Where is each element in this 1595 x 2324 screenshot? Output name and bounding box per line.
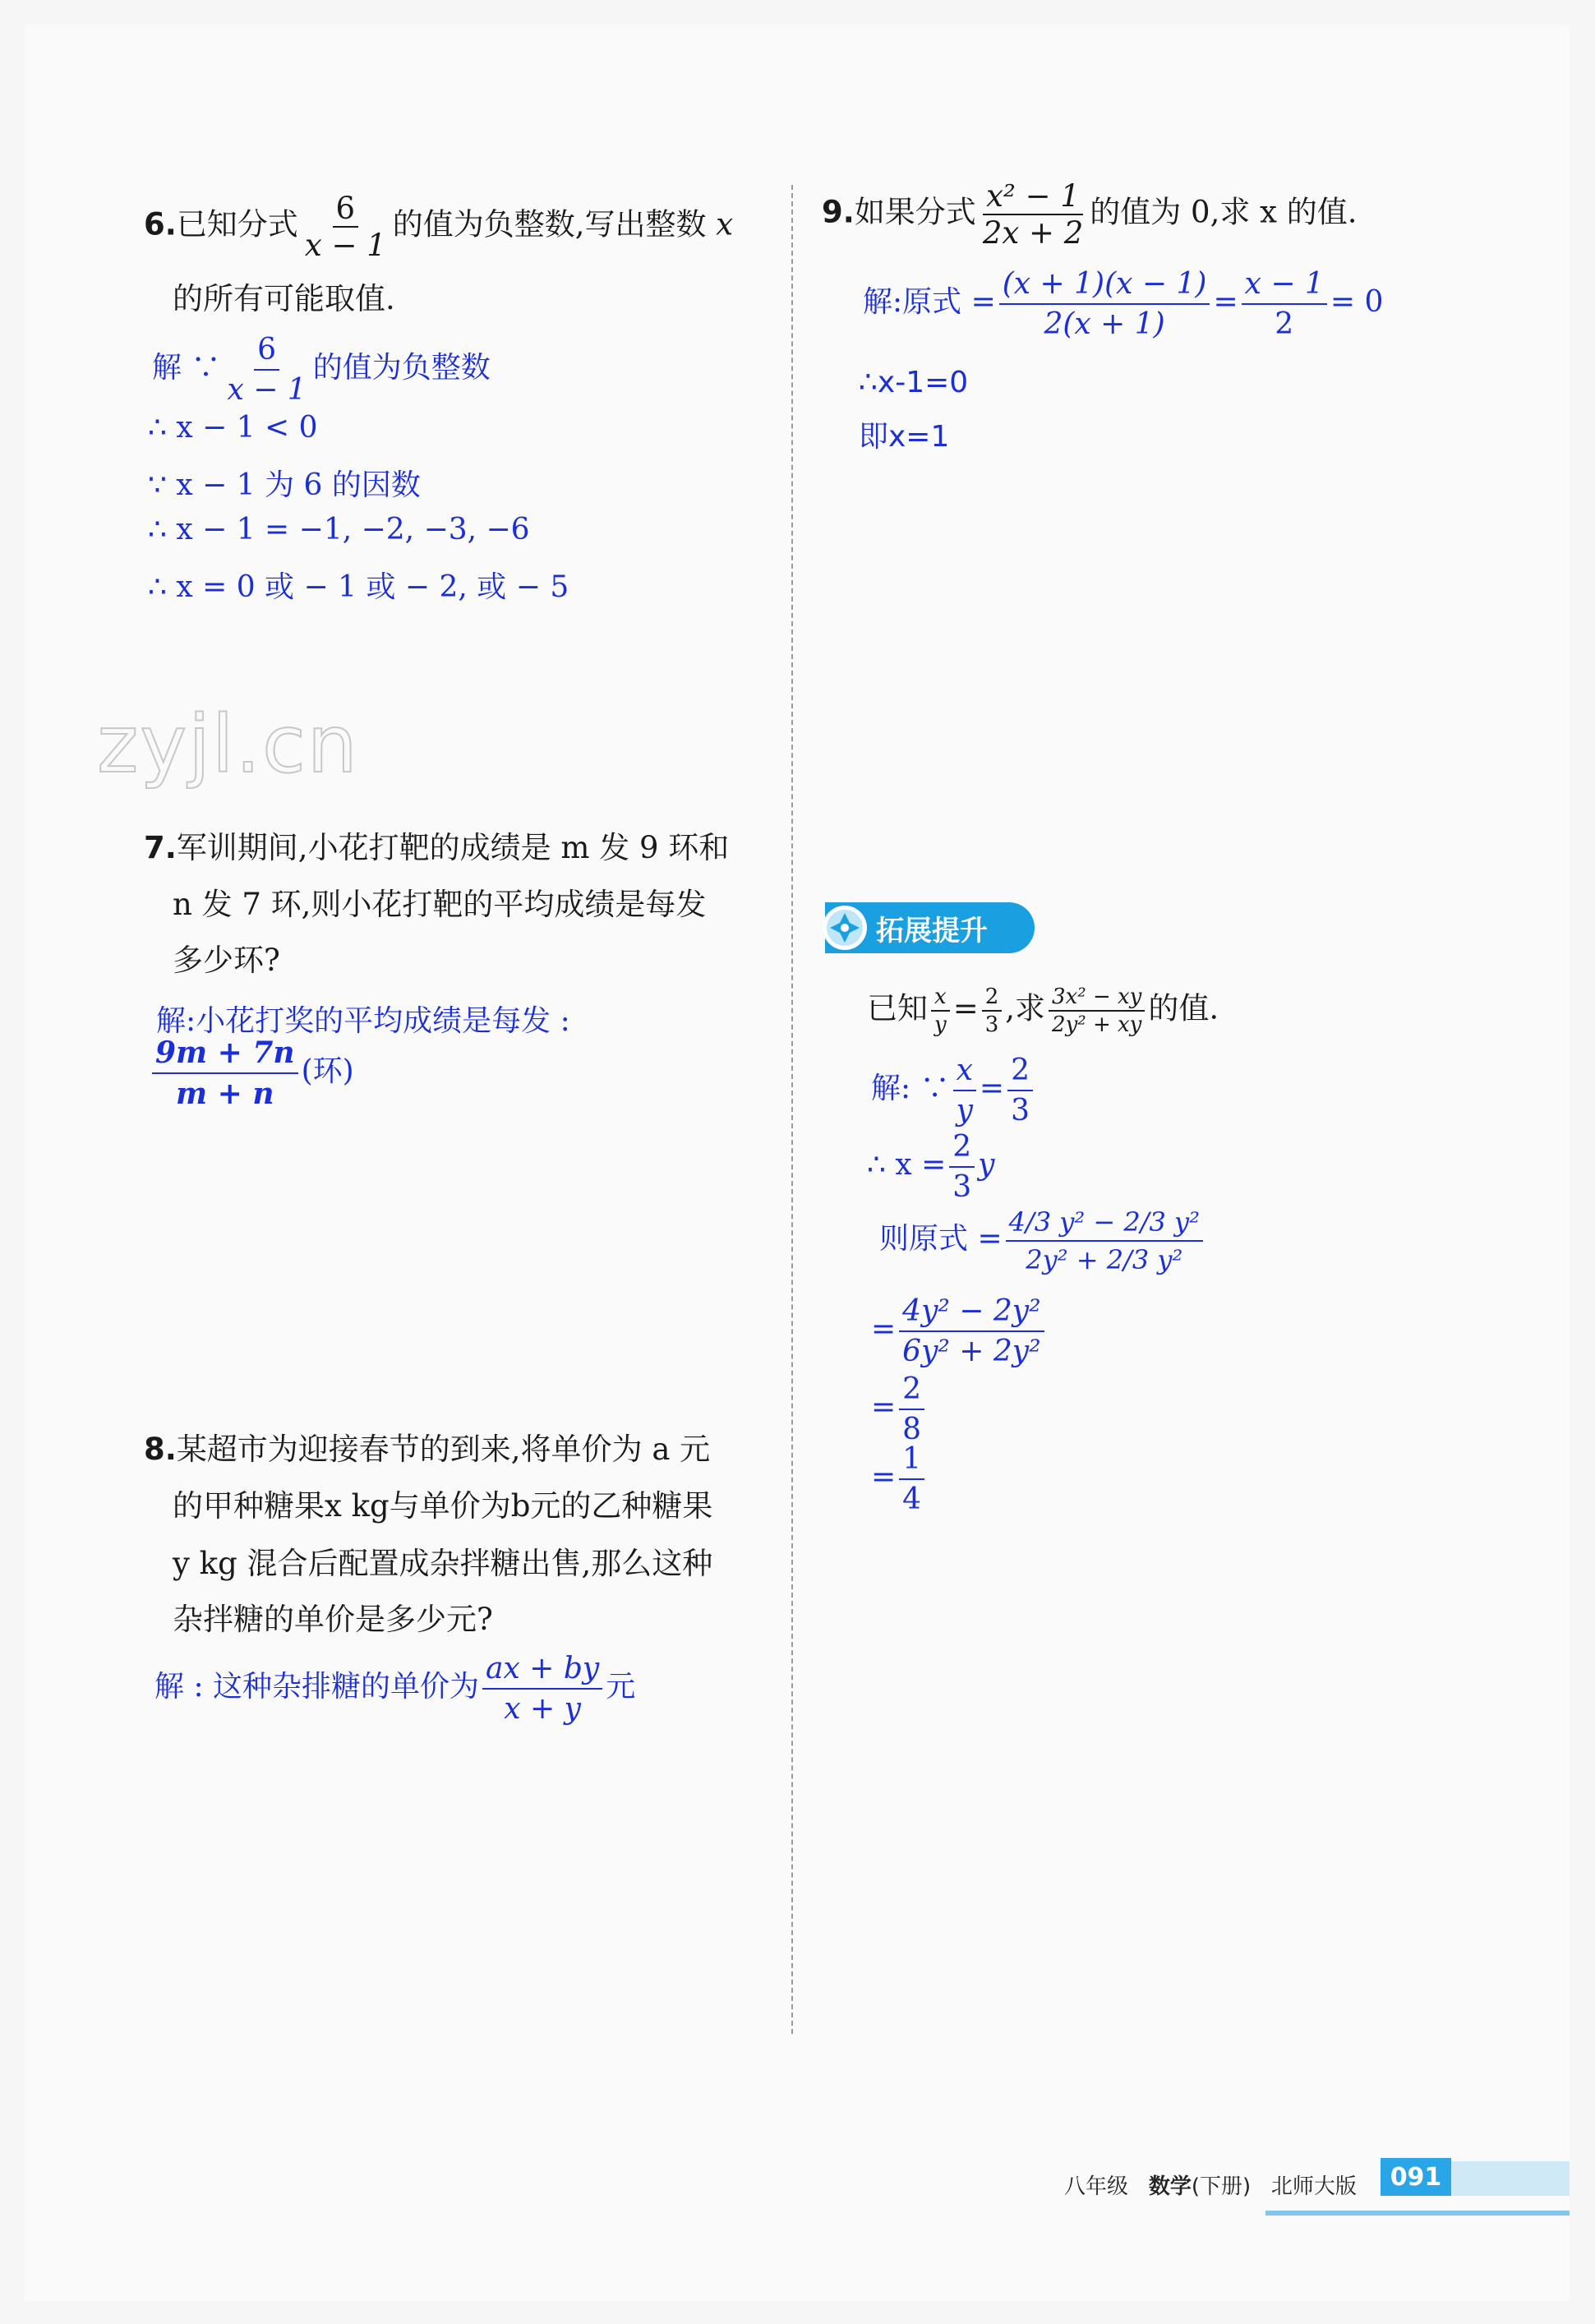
- q8-line3: y kg 混合后配置成杂拌糖出售,那么这种: [173, 1546, 713, 1581]
- q6-line2: 的所有可能取值.: [173, 281, 395, 316]
- q9-sol-line1: 解:原式 = $\frac{(x + 1)(x - 1)}{2(x + 1)}$ = $\frac{x - 1}{2}$ = 0: [863, 267, 1384, 341]
- q8-line4: 杂拌糖的单价是多少元?: [173, 1602, 493, 1637]
- extension-question: 已知 $\frac{x}{y}$ = $\frac{2}{3}$ ,求 $\frac{\text{3x² − xy}}{\text{2y² + xy}}$ 的值.: [867, 984, 1219, 1037]
- q6-sol-line2: ∴ x − 1 < 0: [148, 411, 318, 445]
- column-divider: [791, 185, 793, 2034]
- extension-badge: 拓展提升: [825, 902, 1035, 953]
- ornament-icon: [822, 905, 868, 951]
- q7-line1: 7.军训期间,小花打靶的成绩是 m 发 9 环和: [144, 830, 730, 865]
- q7-sol-line1: 解:小花打奖的平均成绩是每发 :: [156, 1004, 570, 1038]
- ext-sol-line1: 解: ∵ $\frac{x}{y}$ = $\frac{2}{3}$: [871, 1054, 1036, 1127]
- q9-line1: 9.如果分式 $\frac{\text{x² − 1}}{2x + 2}$ 的值为 0,求 x 的值.: [822, 178, 1358, 251]
- q9-sol-line3: 即x=1: [859, 420, 950, 454]
- q7-line2: n 发 7 环,则小花打靶的平均成绩是每发: [173, 887, 707, 922]
- q6-sol-line1: 解 ∵ $\frac{6}{x - 1}$ 的值为负整数: [152, 333, 491, 407]
- q6-line1: 6.已知分式 $\frac{6}{x - 1}$ 的值为负整数,写出整数 x: [144, 191, 734, 263]
- q9-sol-line2: ∴x-1=0: [859, 366, 969, 399]
- watermark: zyjl.cn: [97, 699, 359, 791]
- footer-info: 八年级 数学(下册) 北师大版: [1064, 2174, 1357, 2199]
- footer-band: [1451, 2161, 1570, 2196]
- q8-line1: 8.某超市为迎接春节的到来,将单价为 a 元: [144, 1432, 711, 1467]
- q8-line2: 的甲种糖果x kg与单价为b元的乙种糖果: [173, 1488, 713, 1524]
- ext-sol-line6: = $\frac{1}{4}$: [871, 1442, 928, 1516]
- ext-sol-line5: = $\frac{2}{8}$: [871, 1372, 928, 1446]
- footer-line: [1265, 2211, 1570, 2216]
- ext-sol-line2: ∴ x = $\frac{2}{3}$ y: [867, 1130, 995, 1204]
- q6-fraction: $\frac{6}{x - 1}$: [304, 191, 386, 263]
- ext-sol-line4: = $\frac{\text{4y² − 2y²}}{\text{6y² + 2y²}}$: [871, 1294, 1048, 1368]
- q6-sol-line3: ∵ x − 1 为 6 的因数: [148, 468, 421, 502]
- q8-sol-line: 解 : 这种杂排糖的单价为 $\frac{ax + by}{x + y}$ 元: [154, 1652, 636, 1726]
- q6-sol-line4: ∴ x − 1 = −1, −2, −3, −6: [148, 513, 530, 546]
- q6-sol-line5: ∴ x = 0 或 − 1 或 − 2, 或 − 5: [148, 570, 569, 604]
- page-number: 091: [1381, 2158, 1451, 2196]
- q7-line3: 多少环?: [173, 943, 280, 978]
- ext-sol-line3: 则原式 = $\frac{\text{4/3 y² − 2/3 y²}}{\text{2y² + 2/3 y²}}$: [879, 1206, 1206, 1275]
- q7-sol-answer: $\frac{9m + 7n}{m + n}$ (环): [152, 1035, 354, 1111]
